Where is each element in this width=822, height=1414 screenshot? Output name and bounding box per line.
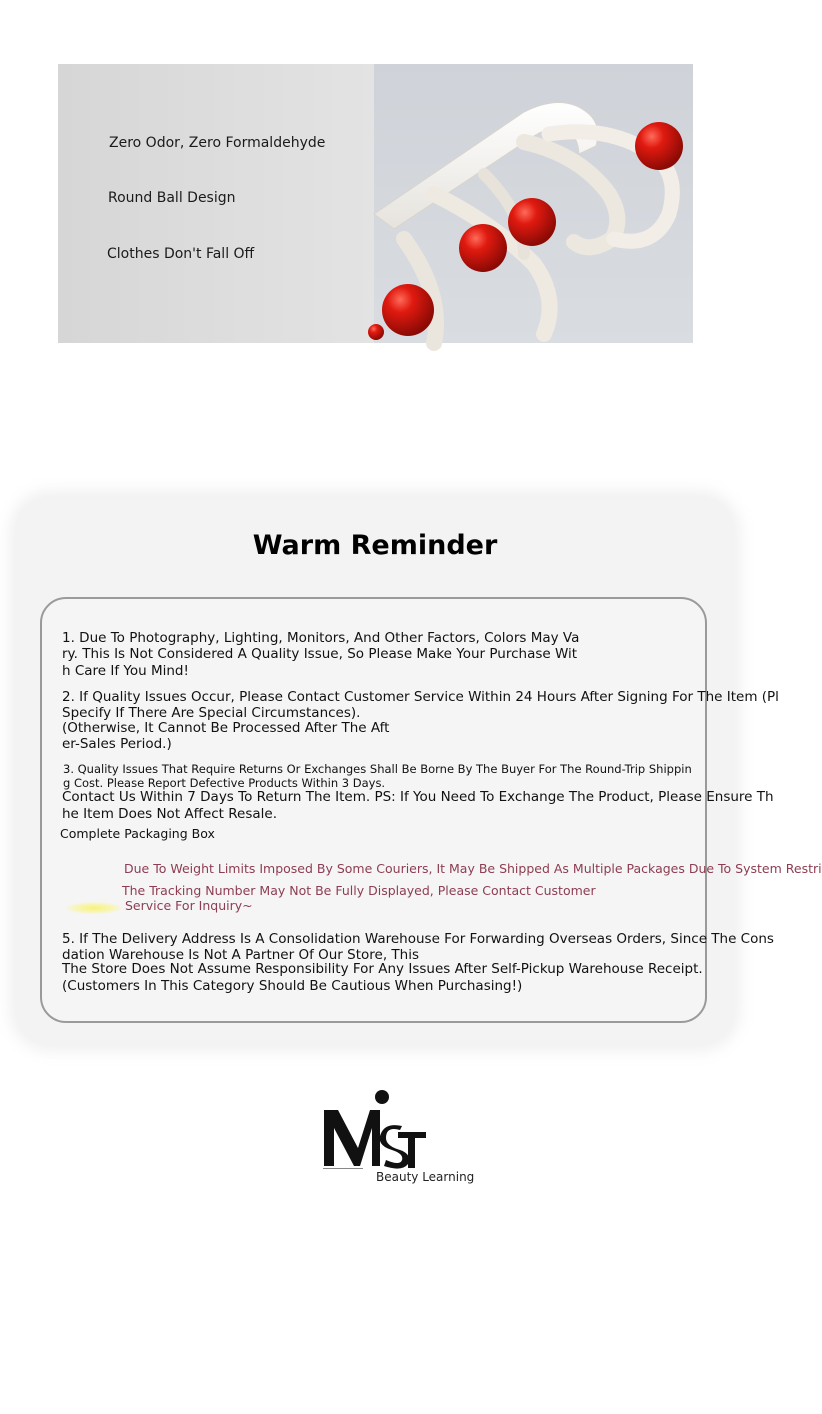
reminder-p2-line4: er-Sales Period.) (62, 736, 172, 752)
reminder-p5-line3: The Store Does Not Assume Responsibility For Any Issues After Self-Pickup Warehouse Receipt. (62, 961, 703, 977)
reminder-p1-line1: 1. Due To Photography, Lighting, Monitors, And Other Factors, Colors May Va (62, 630, 580, 646)
brand-logo-mark (320, 1088, 430, 1174)
red-ball (382, 284, 434, 336)
reminder-p2-line3: (Otherwise, It Cannot Be Processed After The Aft (62, 720, 390, 736)
hanger-hooks-illustration (374, 64, 693, 343)
reminder-p3-small-line1: 3. Quality Issues That Require Returns Or Exchanges Shall Be Borne By The Buyer For The Round-Trip Shippin (63, 762, 692, 776)
reminder-p2-line1: 2. If Quality Issues Occur, Please Contact Customer Service Within 24 Hours After Signing For The Item (Pl (62, 689, 779, 705)
reminder-p5-line1: 5. If The Delivery Address Is A Consolidation Warehouse For Forwarding Overseas Orders, Since The Cons (62, 931, 774, 947)
feature-item-ball: Round Ball Design (108, 190, 236, 206)
reminder-p4-line1: Due To Weight Limits Imposed By Some Couriers, It May Be Shipped As Multiple Packages Due To System Restri (124, 861, 822, 876)
reminder-p2-line2: Specify If There Are Special Circumstances). (62, 705, 361, 721)
red-ball (368, 324, 384, 340)
product-photo (374, 64, 693, 343)
reminder-p3-line2: he Item Does Not Affect Resale. (62, 806, 277, 822)
red-ball (459, 224, 507, 272)
packaging-note: Complete Packaging Box (60, 826, 215, 841)
feature-card (58, 64, 693, 343)
reminder-p1-line2: ry. This Is Not Considered A Quality Issue, So Please Make Your Purchase Wit (62, 646, 578, 662)
brand-subtitle: Beauty Learning (376, 1170, 475, 1184)
reminder-p4-line3: Service For Inquiry~ (125, 898, 253, 913)
reminder-p3-small-line2: g Cost. Please Report Defective Products Within 3 Days. (63, 776, 386, 790)
reminder-p1-line3: h Care If You Mind! (62, 663, 189, 679)
reminder-box (40, 597, 822, 1023)
feature-item-odor: Zero Odor, Zero Formaldehyde (109, 135, 326, 151)
reminder-p5-line4: (Customers In This Category Should Be Cautious When Purchasing!) (62, 978, 523, 994)
reminder-title: Warm Reminder (252, 530, 498, 561)
brand-logo (320, 1088, 430, 1174)
feature-item-clothes: Clothes Don't Fall Off (107, 246, 255, 262)
highlight-mark (66, 902, 122, 914)
reminder-p4-line2: The Tracking Number May Not Be Fully Displayed, Please Contact Customer (122, 883, 596, 898)
red-ball (508, 198, 556, 246)
reminder-p5-line2: dation Warehouse Is Not A Partner Of Our Store, This (62, 947, 419, 963)
reminder-p3-line1: Contact Us Within 7 Days To Return The Item. PS: If You Need To Exchange The Product, Please Ensure Th (62, 789, 774, 805)
red-ball (635, 122, 683, 170)
